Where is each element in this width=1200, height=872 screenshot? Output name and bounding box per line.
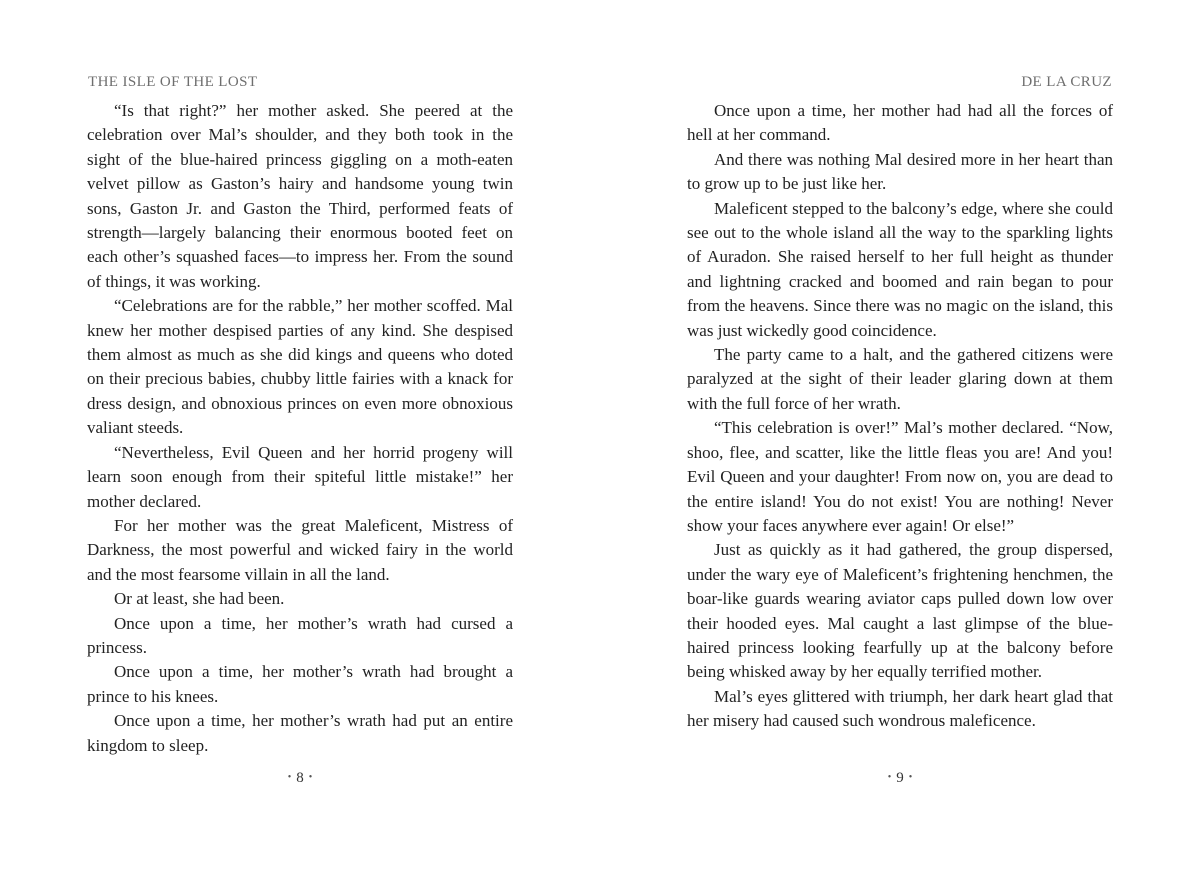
body-text <box>687 99 1113 734</box>
running-head-title: THE ISLE OF THE LOST <box>88 74 258 90</box>
body-text <box>87 99 513 758</box>
folio-ornament: • <box>908 772 913 783</box>
paragraph: “This celebration is over!” Mal’s mother declared. “Now, shoo, flee, and scatter, like the little fleas you are! And you! Evil Queen and your daughter! From now on, you are dead to the entire island! You do not exist! You are nothing! Never show your faces anywhere ever again! Or else!” <box>687 418 1113 535</box>
paragraph: “Nevertheless, Evil Queen and her horrid progeny will learn soon enough from their spiteful little mistake!” her mother declared. <box>87 442 513 511</box>
page-number <box>0 770 600 787</box>
paragraph: Once upon a time, her mother’s wrath had brought a prince to his knees. <box>87 662 513 706</box>
running-head-author: DE LA CRUZ <box>1021 74 1112 90</box>
page-number-value: 9 <box>896 770 904 786</box>
paragraph: Mal’s eyes glittered with triumph, her dark heart glad that her misery had caused such wondrous maleficence. <box>687 686 1113 731</box>
paragraph: “Is that right?” her mother asked. She peered at the celebration over Mal’s shoulder, and they both took in the sight of the blue-haired princess giggling on a moth-eaten velvet pillow as Gaston’s hairy and handsome young twin sons, Gaston Jr. and Gaston the Third, performed feats of strength—largely balancing their enormous booted feet on each other’s squashed faces—to impress her. From the sound of things, it was working. <box>87 101 513 291</box>
folio-ornament: • <box>887 772 892 783</box>
page-number-value: 8 <box>296 770 304 786</box>
paragraph: “Celebrations are for the rabble,” her mother scoffed. Mal knew her mother despised parties of any kind. She despised them almost as much as she did kings and queens who doted on their precious babies, chubby little fairies with a knack for dress design, and obnoxious princes on even more obnoxious valiant steeds. <box>87 296 513 438</box>
folio-ornament: • <box>308 772 313 783</box>
paragraph: Maleficent stepped to the balcony’s edge, where she could see out to the whole island all the way to the sparkling lights of Auradon. She raised herself to her full height as thunder and lightning cracked and boomed and rain began to pour from the heavens. Since there was no magic on the island, this was just wickedly good coincidence. <box>687 198 1113 340</box>
folio-ornament: • <box>287 772 292 783</box>
paragraph: Just as quickly as it had gathered, the group dispersed, under the wary eye of Maleficent’s frightening henchmen, the boar-like guards wearing aviator caps pulled down low over their hooded eyes. Mal caught a last glimpse of the blue-haired princess looking fearfully up at the balcony before being whisked away by her equally terrified mother. <box>687 540 1113 682</box>
paragraph: For her mother was the great Maleficent, Mistress of Darkness, the most powerful and wicked fairy in the world and the most fearsome villain in all the land. <box>87 515 513 584</box>
paragraph: Once upon a time, her mother’s wrath had cursed a princess. <box>87 613 513 657</box>
paragraph: Once upon a time, her mother had had all the forces of hell at her command. <box>687 101 1113 145</box>
paragraph: Once upon a time, her mother’s wrath had put an entire kingdom to sleep. <box>87 711 513 755</box>
right-page <box>600 0 1200 872</box>
page-number <box>600 770 1200 787</box>
paragraph: Or at least, she had been. <box>114 589 285 609</box>
paragraph: And there was nothing Mal desired more in her heart than to grow up to be just like her. <box>687 149 1113 194</box>
paragraph: The party came to a halt, and the gathered citizens were paralyzed at the sight of their leader glaring down at them with the full force of her wrath. <box>687 345 1113 413</box>
